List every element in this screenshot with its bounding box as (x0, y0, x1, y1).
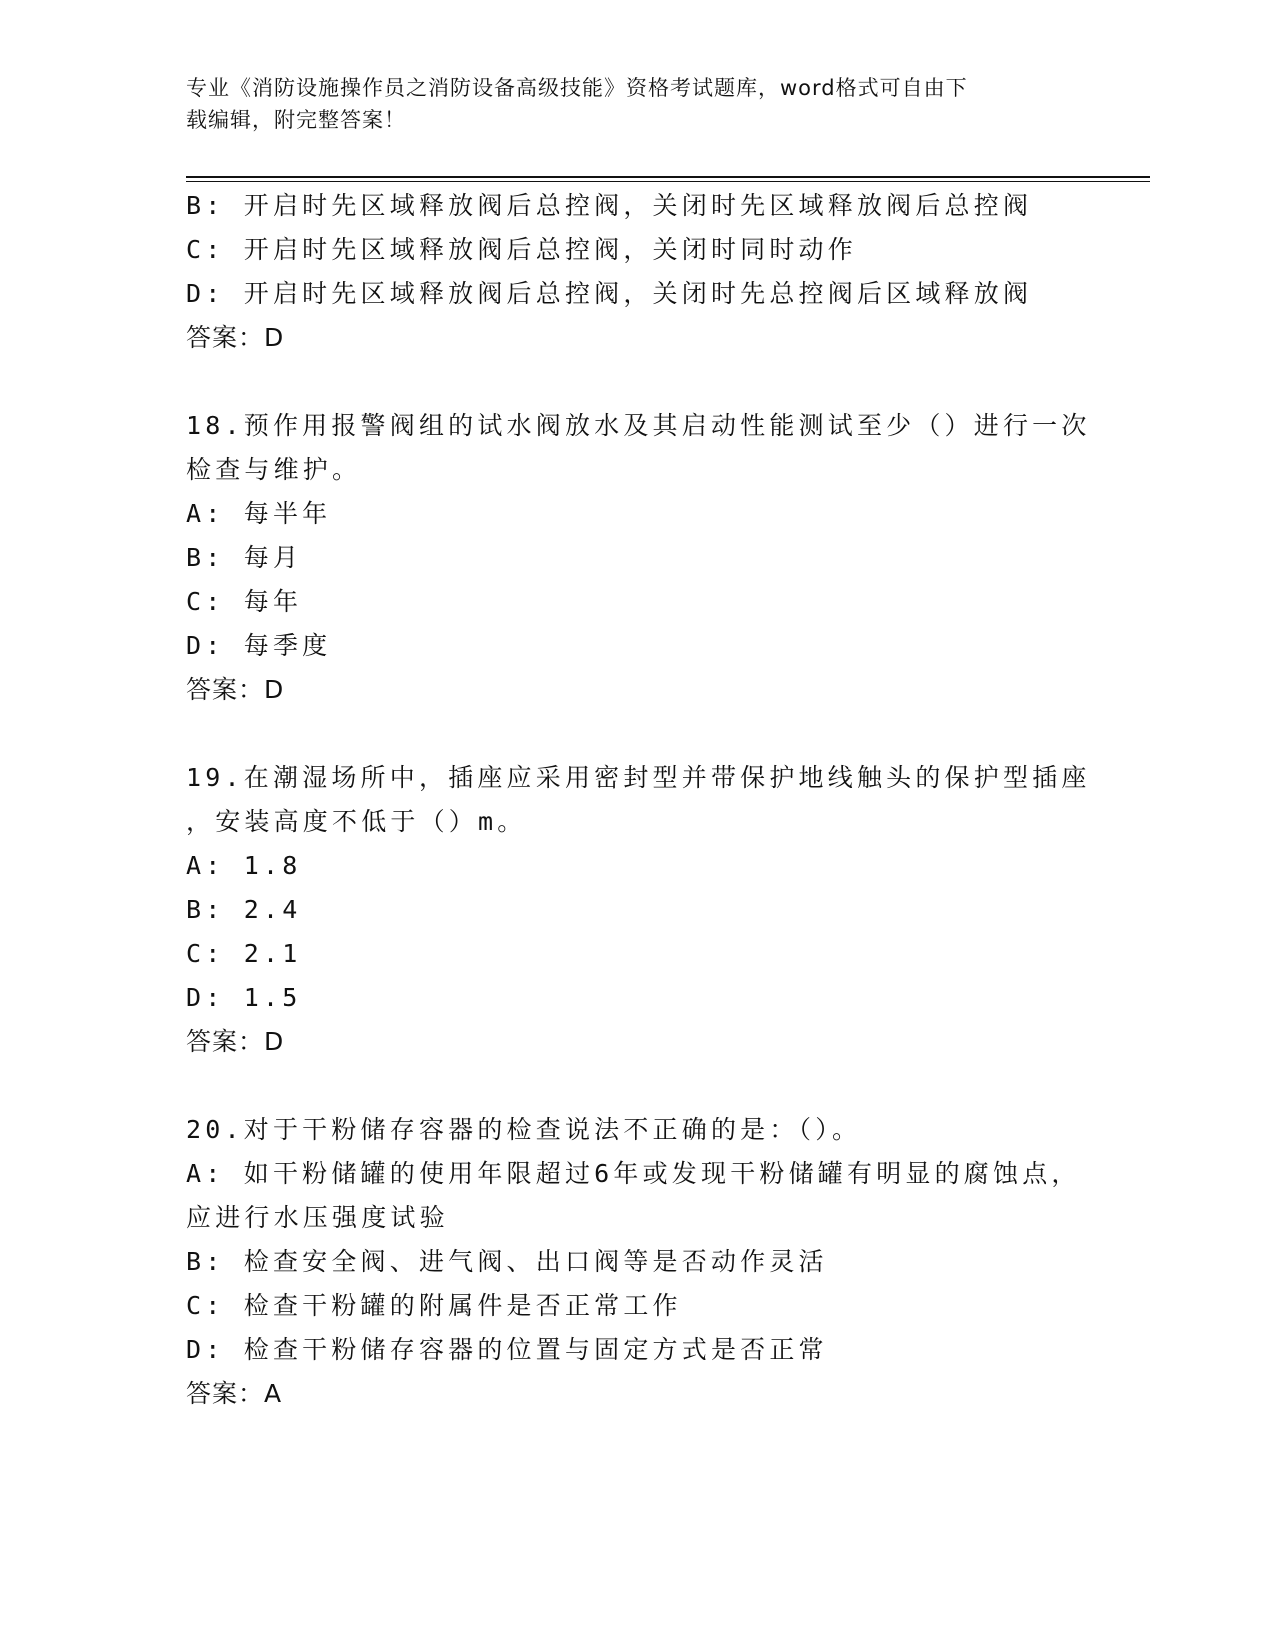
q20-option-c: C: 检查干粉罐的附属件是否正常工作 (186, 1291, 682, 1320)
q19-stem-line-2: ，安装高度不低于（）m。 (186, 807, 527, 836)
q18-stem-line-1: 18.预作用报警阀组的试水阀放水及其启动性能测试至少（）进行一次 (186, 411, 1091, 440)
header-divider-thick (186, 176, 1150, 178)
q17-option-b: B: 开启时先区域释放阀后总控阀，关闭时先区域释放阀后总控阀 (186, 191, 1033, 220)
q18-option-d: D: 每季度 (186, 631, 332, 660)
q18-option-b: B: 每月 (186, 543, 303, 572)
q19-option-d: D: 1.5 (186, 983, 302, 1012)
q20-option-a-line-1: A: 如干粉储罐的使用年限超过6年或发现干粉储罐有明显的腐蚀点， (186, 1159, 1081, 1188)
q18-stem-line-2: 检查与维护。 (186, 455, 362, 484)
q18-option-a: A: 每半年 (186, 499, 332, 528)
header-line-2: 载编辑，附完整答案！ (186, 108, 406, 132)
q19-answer: 答案：D (186, 1027, 285, 1056)
q18-answer: 答案：D (186, 675, 285, 704)
header-line-1: 专业《消防设施操作员之消防设备高级技能》资格考试题库，word格式可自由下 (186, 76, 968, 100)
q17-option-c: C: 开启时先区域释放阀后总控阀，关闭时同时动作 (186, 235, 857, 264)
q19-option-a: A: 1.8 (186, 851, 302, 880)
q17-answer: 答案：D (186, 323, 285, 352)
q18-option-c: C: 每年 (186, 587, 303, 616)
q19-option-c: C: 2.1 (186, 939, 302, 968)
q20-stem-line-1: 20.对于干粉储存容器的检查说法不正确的是：（）。 (186, 1115, 862, 1144)
q20-option-a-line-2: 应进行水压强度试验 (186, 1203, 449, 1232)
q17-option-d: D: 开启时先区域释放阀后总控阀，关闭时先总控阀后区域释放阀 (186, 279, 1033, 308)
q20-answer: 答案：A (186, 1379, 283, 1408)
q20-option-b: B: 检查安全阀、进气阀、出口阀等是否动作灵活 (186, 1247, 828, 1276)
q19-stem-line-1: 19.在潮湿场所中，插座应采用密封型并带保护地线触头的保护型插座 (186, 763, 1091, 792)
q19-option-b: B: 2.4 (186, 895, 302, 924)
document-header (186, 72, 1066, 136)
q20-option-d: D: 检查干粉储存容器的位置与固定方式是否正常 (186, 1335, 828, 1364)
header-divider-thin (186, 181, 1150, 182)
